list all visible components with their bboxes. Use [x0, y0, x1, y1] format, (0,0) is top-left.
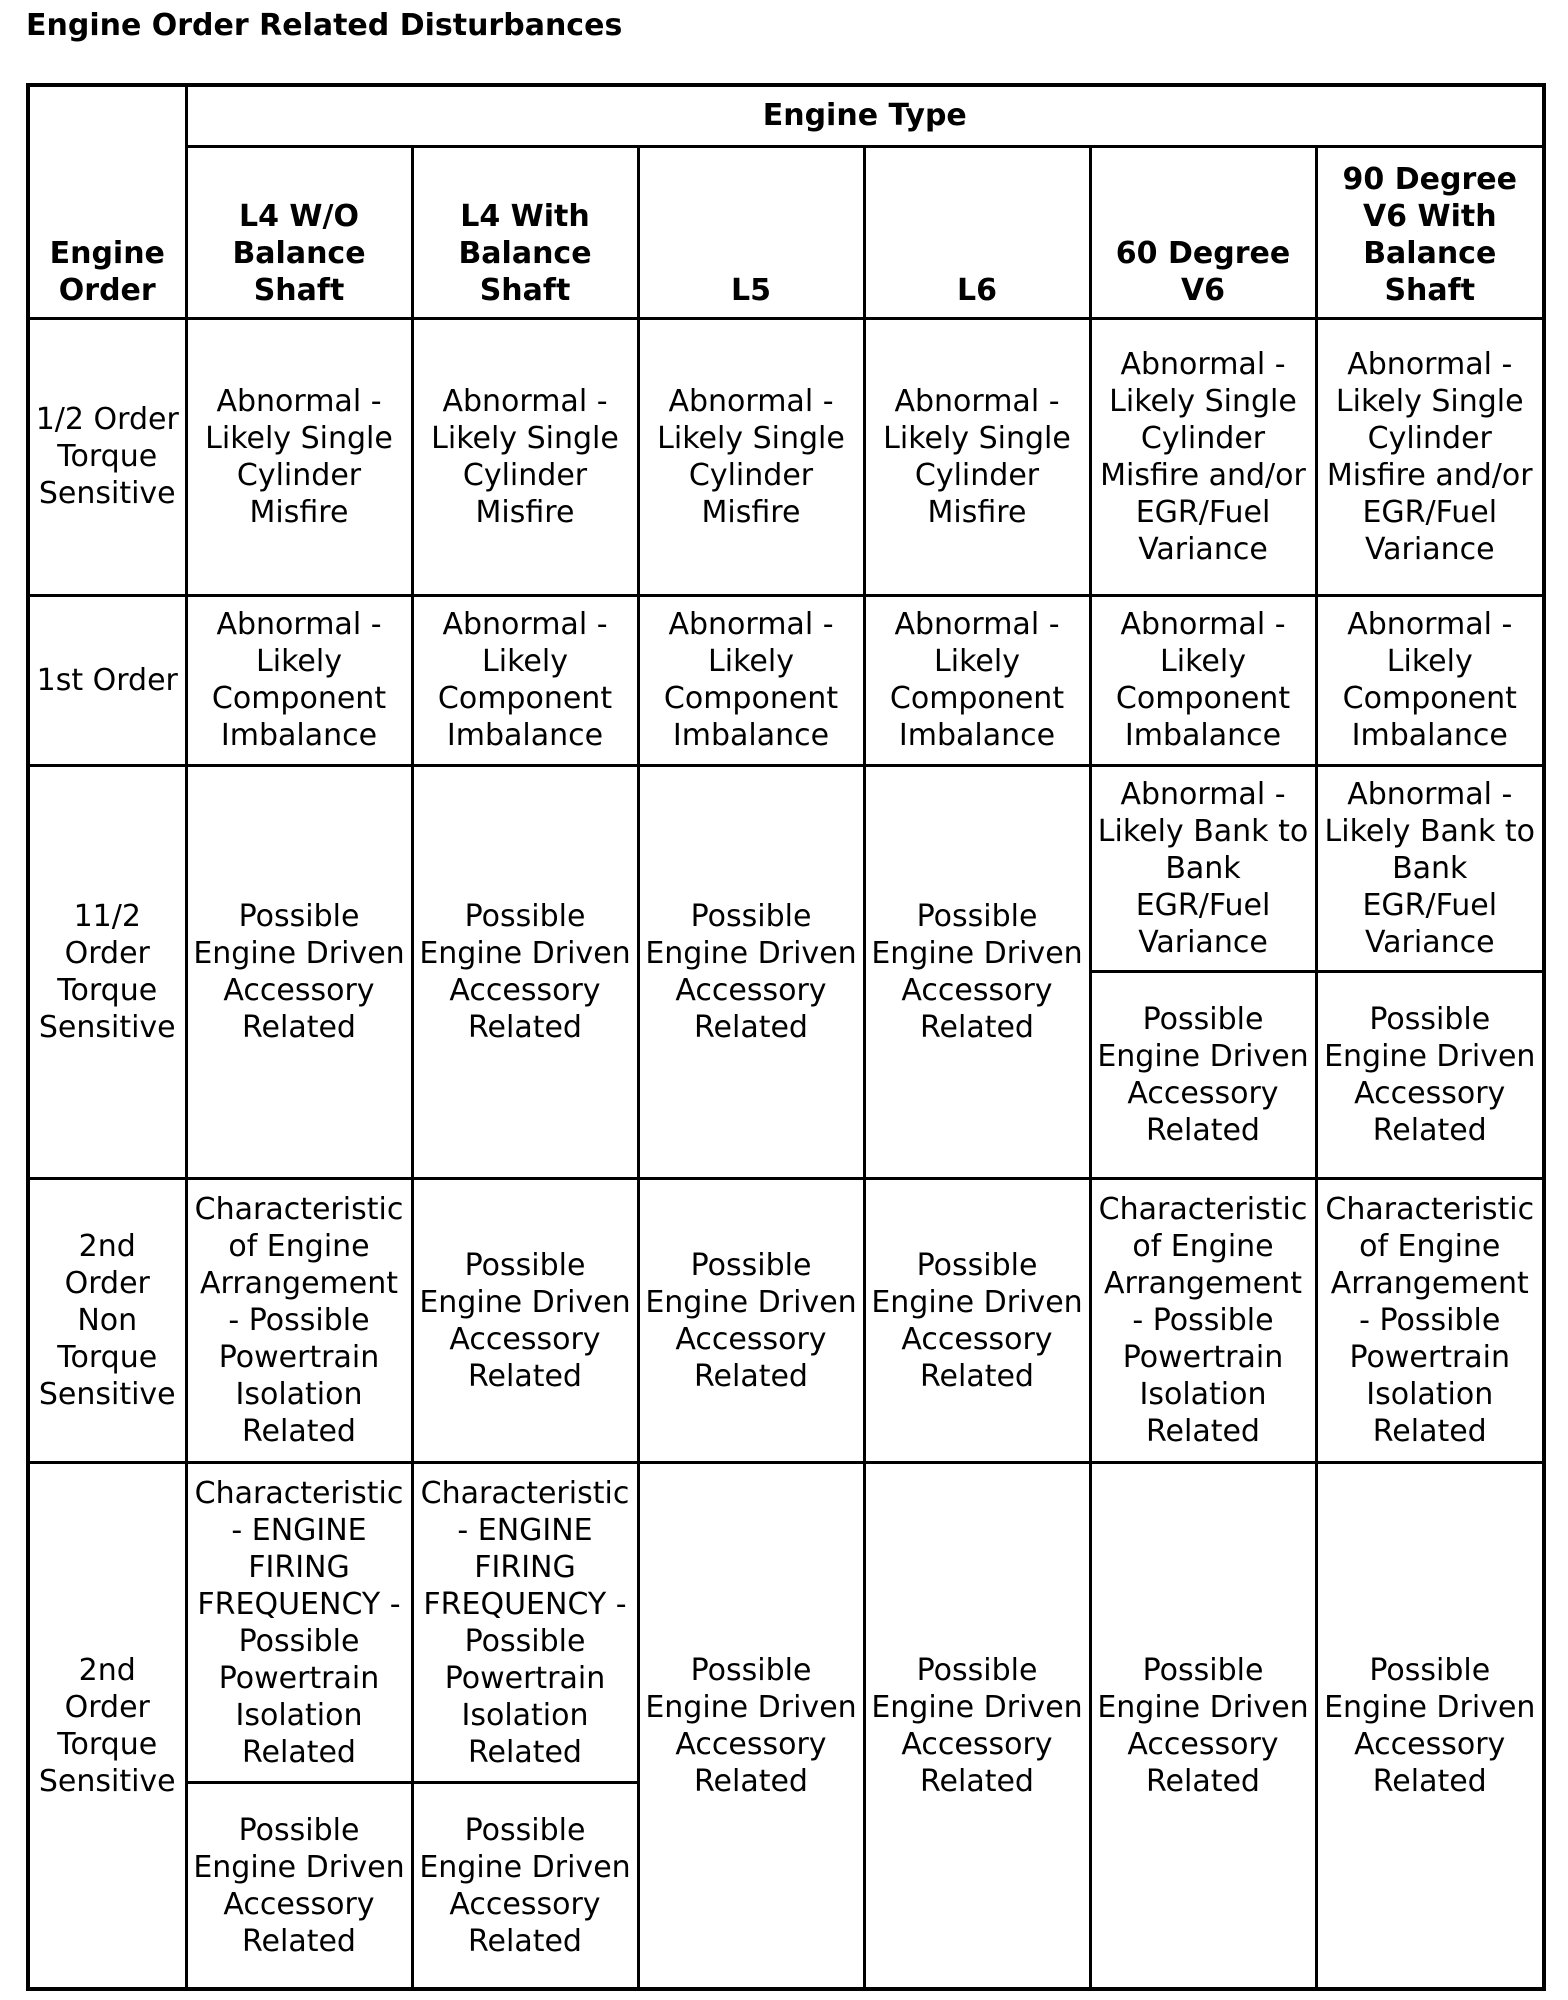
cell-text: Possible Engine Driven Accessory Related	[1097, 1652, 1309, 1799]
order-label: 1st Order	[36, 662, 178, 698]
engine-type-label: L5	[731, 272, 771, 308]
table-cell	[1090, 318, 1316, 595]
engine-type-label: L4 W/O Balance Shaft	[232, 198, 366, 308]
table-cell	[186, 1179, 412, 1463]
engine-type-l4-wo-balance	[186, 146, 412, 318]
order-label-half	[28, 318, 186, 595]
table-cell	[1090, 971, 1316, 1178]
engine-type-l6	[864, 146, 1090, 318]
table-cell	[1316, 1463, 1544, 1989]
table-cell	[412, 595, 638, 765]
cell-text: Possible Engine Driven Accessory Related	[1324, 1001, 1536, 1148]
cell-text: Possible Engine Driven Accessory Related	[419, 898, 631, 1045]
cell-text: Characteristic - ENGINE FIRING FREQUENCY - Possible Powertrain Isolation Related	[194, 1475, 404, 1770]
cell-text: Abnormal - Likely Component Imbalance	[211, 607, 387, 754]
table-cell	[1090, 595, 1316, 765]
cell-text: Possible Engine Driven Accessory Related	[193, 1812, 405, 1959]
table-cell	[864, 1179, 1090, 1463]
cell-text: Abnormal - Likely Single Cylinder Misfire	[657, 383, 845, 530]
cell-text: Abnormal - Likely Bank to Bank EGR/Fuel Variance	[1097, 776, 1309, 960]
cell-text: Characteristic of Engine Arrangement - Possible Powertrain Isolation Related	[1325, 1192, 1535, 1450]
cell-text: Abnormal - Likely Component Imbalance	[889, 607, 1065, 754]
document-title: Engine Order Related Disturbances	[26, 8, 623, 43]
table-cell	[638, 595, 864, 765]
table-cell	[638, 1463, 864, 1989]
cell-text: Possible Engine Driven Accessory Related	[419, 1247, 631, 1394]
table-cell	[186, 1783, 412, 1989]
engine-type-header	[186, 85, 1544, 146]
engine-type-l5	[638, 146, 864, 318]
cell-text: Abnormal - Likely Component Imbalance	[663, 607, 839, 754]
cell-text: Possible Engine Driven Accessory Related	[1324, 1652, 1536, 1799]
table-row	[28, 1179, 1544, 1463]
table-cell	[412, 765, 638, 1178]
engine-type-header-label: Engine Type	[762, 98, 967, 134]
table-cell	[638, 318, 864, 595]
table-cell	[186, 765, 412, 1178]
table-row	[28, 595, 1544, 765]
table-cell	[1316, 765, 1544, 971]
engine-type-90-v6	[1316, 146, 1544, 318]
order-label-second-non-torque	[28, 1179, 186, 1463]
cell-text: Possible Engine Driven Accessory Related	[193, 898, 405, 1045]
order-label: 2nd Order Non Torque Sensitive	[38, 1229, 176, 1413]
table-cell	[864, 765, 1090, 1178]
table-cell	[1316, 971, 1544, 1178]
table-cell	[412, 1783, 638, 1989]
cell-text: Abnormal - Likely Single Cylinder Misfire	[883, 383, 1071, 530]
cell-text: Possible Engine Driven Accessory Related	[419, 1812, 631, 1959]
cell-text: Abnormal - Likely Single Cylinder Misfire and/or EGR/Fuel Variance	[1326, 346, 1533, 567]
cell-text: Possible Engine Driven Accessory Related	[871, 898, 1083, 1045]
table-row	[28, 1463, 1544, 1783]
order-label-first	[28, 595, 186, 765]
cell-text: Possible Engine Driven Accessory Related	[871, 1652, 1083, 1799]
cell-text: Abnormal - Likely Component Imbalance	[1115, 607, 1291, 754]
table-cell	[1090, 1179, 1316, 1463]
table-cell	[638, 765, 864, 1178]
engine-order-header	[28, 85, 186, 318]
table-cell	[1316, 1179, 1544, 1463]
table-cell	[186, 318, 412, 595]
table-row	[28, 765, 1544, 971]
cell-text: Possible Engine Driven Accessory Related	[1097, 1001, 1309, 1148]
order-label: 1/2 Order Torque Sensitive	[35, 402, 179, 512]
cell-text: Characteristic of Engine Arrangement - Possible Powertrain Isolation Related	[194, 1192, 404, 1450]
cell-text: Possible Engine Driven Accessory Related	[645, 1652, 857, 1799]
header-row-group	[28, 85, 1544, 146]
cell-text: Abnormal - Likely Single Cylinder Misfire	[431, 383, 619, 530]
cell-text: Abnormal - Likely Bank to Bank EGR/Fuel Variance	[1324, 776, 1535, 960]
engine-order-table	[26, 83, 1546, 1991]
table-cell	[1316, 318, 1544, 595]
table-cell	[412, 1463, 638, 1783]
order-label: 2nd Order Torque Sensitive	[38, 1652, 176, 1799]
table-cell	[186, 595, 412, 765]
cell-text: Characteristic of Engine Arrangement - Possible Powertrain Isolation Related	[1098, 1192, 1308, 1450]
cell-text: Possible Engine Driven Accessory Related	[645, 898, 857, 1045]
cell-text: Abnormal - Likely Component Imbalance	[437, 607, 613, 754]
table-cell	[864, 318, 1090, 595]
table-cell	[864, 1463, 1090, 1989]
engine-type-60-v6	[1090, 146, 1316, 318]
table-cell	[638, 1179, 864, 1463]
cell-text: Abnormal - Likely Component Imbalance	[1342, 607, 1517, 754]
engine-type-label: 60 Degree V6	[1115, 235, 1291, 308]
table-cell	[412, 318, 638, 595]
cell-text: Characteristic - ENGINE FIRING FREQUENCY - Possible Powertrain Isolation Related	[420, 1475, 630, 1770]
engine-type-label: L4 With Balance Shaft	[458, 198, 592, 308]
order-label-second-torque	[28, 1463, 186, 1989]
table-cell	[1090, 1463, 1316, 1989]
order-label: 11/2 Order Torque Sensitive	[38, 898, 176, 1045]
order-label-one-and-half	[28, 765, 186, 1178]
cell-text: Abnormal - Likely Single Cylinder Misfire and/or EGR/Fuel Variance	[1100, 346, 1306, 567]
cell-text: Abnormal - Likely Single Cylinder Misfire	[205, 383, 393, 530]
cell-text: Possible Engine Driven Accessory Related	[645, 1247, 857, 1394]
cell-text: Possible Engine Driven Accessory Related	[871, 1247, 1083, 1394]
engine-type-l4-with-balance	[412, 146, 638, 318]
engine-type-label: L6	[957, 272, 997, 308]
header-row-engines	[28, 146, 1544, 318]
engine-type-label: 90 Degree V6 With Balance Shaft	[1342, 161, 1517, 308]
table-cell	[1316, 595, 1544, 765]
engine-order-header-label: Engine Order	[49, 235, 165, 308]
table-cell	[186, 1463, 412, 1783]
table-cell	[412, 1179, 638, 1463]
table-cell	[864, 595, 1090, 765]
table-cell	[1090, 765, 1316, 971]
table-row	[28, 318, 1544, 595]
